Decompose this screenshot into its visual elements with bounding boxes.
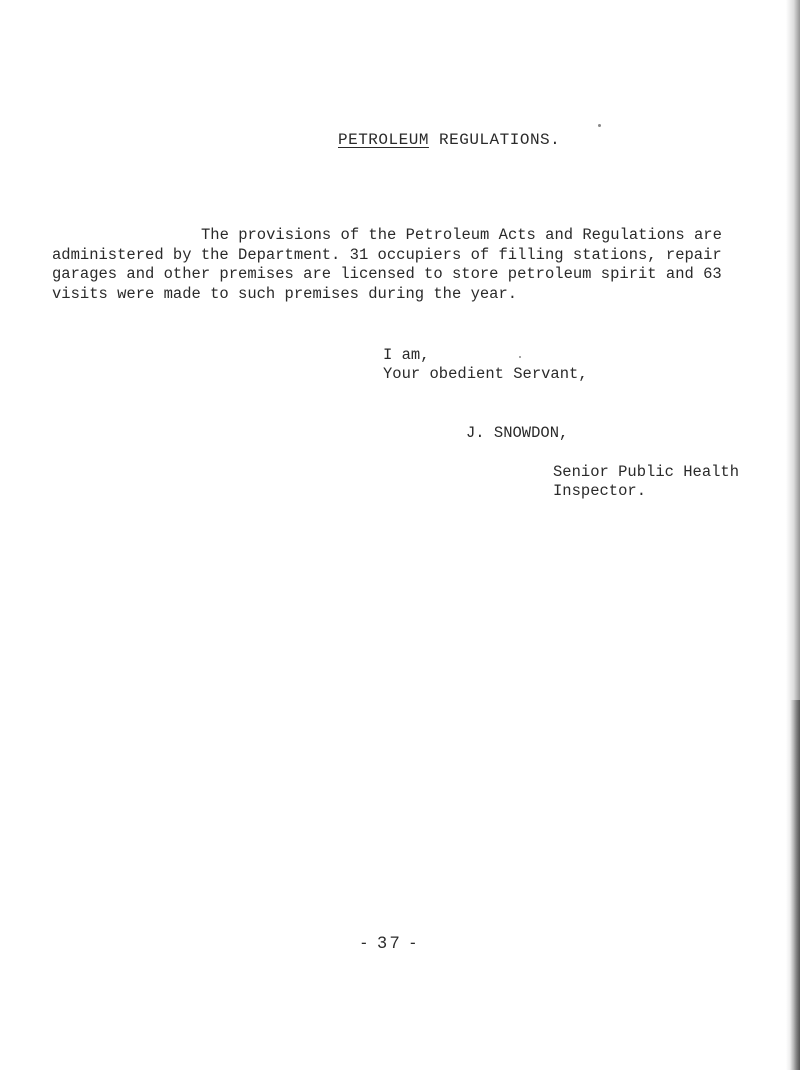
- page-title: [338, 131, 560, 149]
- page-number: - 37 -: [361, 933, 419, 952]
- page-title-underlined: PETROLEUM: [338, 131, 429, 149]
- valediction: Your obedient Servant,: [383, 365, 588, 383]
- signatory-name: J. SNOWDON,: [466, 424, 569, 442]
- scan-speck: [598, 124, 601, 127]
- scan-shadow-edge-lower: [790, 700, 800, 1070]
- scan-speck: [519, 356, 521, 358]
- signatory-title-line2: Inspector.: [553, 482, 647, 500]
- page-title-rest: REGULATIONS.: [428, 131, 561, 149]
- paragraph-line: visits were made to such premises during the year.: [52, 284, 518, 303]
- salutation: I am,: [383, 346, 430, 364]
- body-paragraph: [0, 226, 800, 304]
- paragraph-line: The provisions of the Petroleum Acts and Regulations are: [201, 226, 722, 244]
- paragraph-line: garages and other premises are licensed to store petroleum spirit and 63: [52, 265, 722, 283]
- paragraph-line: administered by the Department. 31 occupiers of filling stations, repair: [52, 245, 722, 264]
- signatory-title-line1: Senior Public Health: [553, 463, 740, 481]
